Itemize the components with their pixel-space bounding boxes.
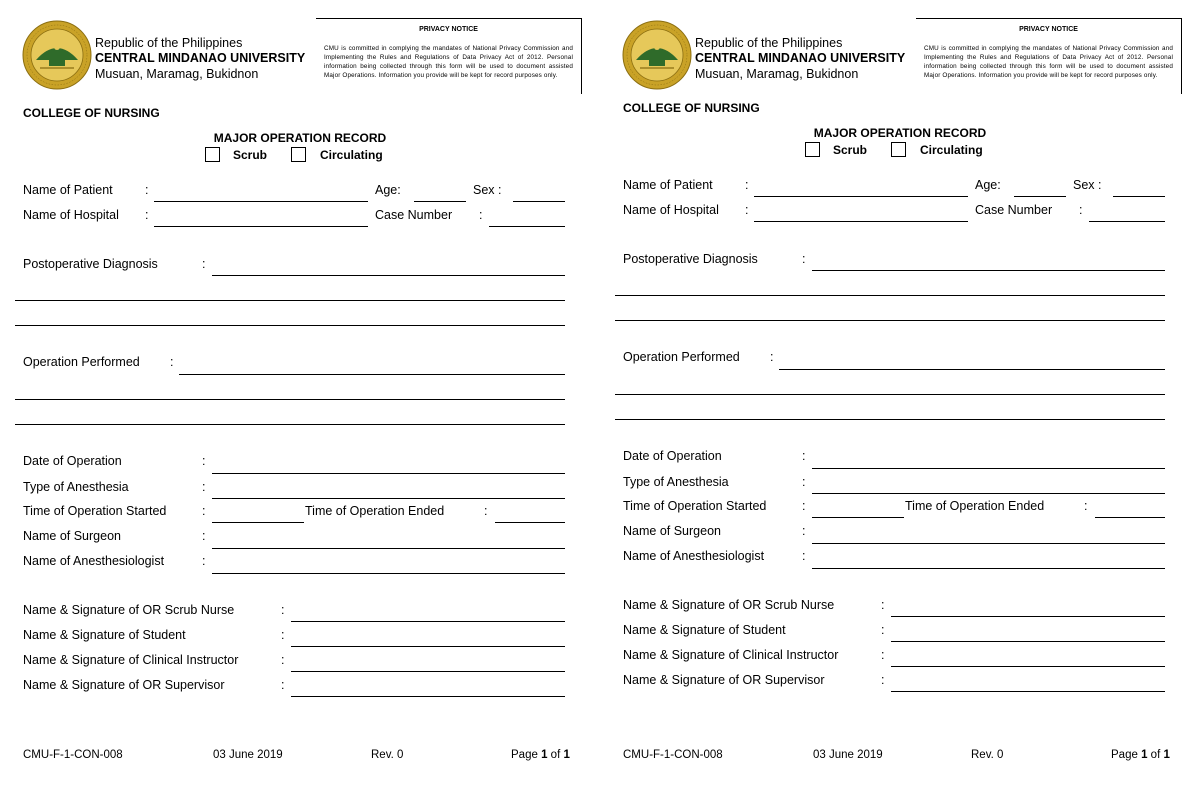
page-of: of — [550, 749, 561, 761]
hospital-name-field[interactable] — [754, 221, 968, 222]
page-current: 1 — [1141, 749, 1148, 761]
privacy-notice-box — [316, 18, 582, 94]
scrub-label: Scrub — [233, 148, 268, 162]
circulating-label: Circulating — [320, 148, 383, 162]
colon: : — [202, 480, 206, 494]
colon: : — [479, 208, 483, 222]
age-label: Age: — [375, 183, 401, 197]
scrub-checkbox[interactable] — [205, 147, 220, 162]
university-name: CENTRAL MINDANAO UNIVERSITY — [695, 51, 906, 65]
postop-diagnosis-field-line-2[interactable] — [15, 300, 565, 301]
colon: : — [281, 628, 285, 642]
sex-label: Sex : — [473, 183, 502, 197]
page-prefix: Page — [1111, 749, 1138, 761]
circulating-checkbox[interactable] — [891, 142, 906, 157]
circulating-checkbox[interactable] — [291, 147, 306, 162]
page-current: 1 — [541, 749, 548, 761]
time-ended-field[interactable] — [1095, 517, 1165, 518]
time-ended-label: Time of Operation Ended — [905, 499, 1045, 513]
hospital-label: Name of Hospital — [23, 208, 119, 222]
operation-performed-field-line-2[interactable] — [15, 399, 565, 400]
age-field[interactable] — [1014, 196, 1066, 197]
record-title: MAJOR OPERATION RECORD — [813, 126, 987, 140]
student-signature-label: Name & Signature of Student — [623, 623, 786, 637]
colon: : — [745, 178, 749, 192]
scrub-checkbox[interactable] — [805, 142, 820, 157]
case-number-label: Case Number — [975, 203, 1053, 217]
supervisor-signature-field[interactable] — [291, 696, 565, 697]
instructor-signature-field[interactable] — [891, 666, 1165, 667]
time-started-field[interactable] — [812, 517, 904, 518]
sex-field[interactable] — [513, 201, 565, 202]
republic-line: Republic of the Philippines — [695, 36, 843, 50]
scrub-nurse-signature-field[interactable] — [291, 621, 565, 622]
hospital-name-field[interactable] — [154, 226, 368, 227]
sex-field[interactable] — [1113, 196, 1165, 197]
university-seal-icon — [622, 20, 692, 90]
operation-performed-label: Operation Performed — [623, 350, 740, 364]
scrub-nurse-signature-field[interactable] — [891, 616, 1165, 617]
case-number-label: Case Number — [375, 208, 453, 222]
colon: : — [281, 678, 285, 692]
supervisor-signature-label: Name & Signature of OR Supervisor — [23, 678, 225, 692]
type-of-anesthesia-label: Type of Anesthesia — [23, 480, 129, 494]
college-name: COLLEGE OF NURSING — [23, 106, 160, 120]
anesthesiologist-label: Name of Anesthesiologist — [623, 549, 765, 563]
date-of-operation-label: Date of Operation — [623, 449, 722, 463]
page-prefix: Page — [511, 749, 538, 761]
operation-performed-field-line-3[interactable] — [15, 424, 565, 425]
type-of-anesthesia-label: Type of Anesthesia — [623, 475, 729, 489]
form-date: 03 June 2019 — [813, 749, 883, 761]
scrub-nurse-signature-label: Name & Signature of OR Scrub Nurse — [623, 598, 835, 612]
patient-label: Name of Patient — [23, 183, 113, 197]
form-revision: Rev. 0 — [971, 749, 1004, 761]
colon: : — [802, 475, 806, 489]
college-name: COLLEGE OF NURSING — [623, 101, 760, 115]
colon: : — [484, 504, 488, 518]
operation-performed-field[interactable] — [779, 369, 1165, 370]
form-revision: Rev. 0 — [371, 749, 404, 761]
age-field[interactable] — [414, 201, 466, 202]
colon: : — [745, 203, 749, 217]
university-seal-icon — [22, 20, 92, 90]
colon: : — [881, 648, 885, 662]
time-started-field[interactable] — [212, 522, 304, 523]
type-of-anesthesia-field[interactable] — [812, 493, 1165, 494]
colon: : — [202, 529, 206, 543]
page-number — [1111, 749, 1170, 761]
surgeon-field[interactable] — [212, 548, 565, 549]
surgeon-label: Name of Surgeon — [23, 529, 121, 543]
date-of-operation-field[interactable] — [212, 473, 565, 474]
form-copy-right — [600, 0, 1200, 785]
anesthesiologist-field[interactable] — [212, 573, 565, 574]
page-total: 1 — [563, 749, 570, 761]
time-ended-field[interactable] — [495, 522, 565, 523]
age-label: Age: — [975, 178, 1001, 192]
patient-name-field[interactable] — [754, 196, 968, 197]
operation-performed-label: Operation Performed — [23, 355, 140, 369]
anesthesiologist-field[interactable] — [812, 568, 1165, 569]
postop-diagnosis-field-line-3[interactable] — [15, 325, 565, 326]
student-signature-field[interactable] — [891, 641, 1165, 642]
date-of-operation-field[interactable] — [812, 468, 1165, 469]
colon: : — [202, 454, 206, 468]
scrub-nurse-signature-label: Name & Signature of OR Scrub Nurse — [23, 603, 235, 617]
colon: : — [770, 350, 774, 364]
circulating-label: Circulating — [920, 143, 983, 157]
colon: : — [202, 554, 206, 568]
form-code: CMU-F-1-CON-008 — [23, 749, 123, 761]
form-code: CMU-F-1-CON-008 — [623, 749, 723, 761]
colon: : — [1079, 203, 1083, 217]
scrub-label: Scrub — [833, 143, 868, 157]
university-name: CENTRAL MINDANAO UNIVERSITY — [95, 51, 306, 65]
operation-performed-field[interactable] — [179, 374, 565, 375]
colon: : — [281, 603, 285, 617]
time-ended-label: Time of Operation Ended — [305, 504, 445, 518]
colon: : — [802, 499, 806, 513]
patient-name-field[interactable] — [154, 201, 368, 202]
supervisor-signature-label: Name & Signature of OR Supervisor — [623, 673, 825, 687]
student-signature-label: Name & Signature of Student — [23, 628, 186, 642]
postop-diagnosis-label: Postoperative Diagnosis — [623, 252, 758, 266]
type-of-anesthesia-field[interactable] — [212, 498, 565, 499]
privacy-notice-title: PRIVACY NOTICE — [1019, 26, 1078, 33]
colon: : — [802, 524, 806, 538]
postop-diagnosis-field-line-3[interactable] — [615, 320, 1165, 321]
patient-label: Name of Patient — [623, 178, 713, 192]
page-of: of — [1150, 749, 1161, 761]
postop-diagnosis-field-line-2[interactable] — [615, 295, 1165, 296]
privacy-notice-title: PRIVACY NOTICE — [419, 26, 478, 33]
student-signature-field[interactable] — [291, 646, 565, 647]
instructor-signature-label: Name & Signature of Clinical Instructor — [623, 648, 839, 662]
colon: : — [881, 598, 885, 612]
postop-diagnosis-field[interactable] — [212, 275, 565, 276]
privacy-notice-text: CMU is committed in complying the mandates of National Privacy Commission and Implementing the Rules and Regulations of Data Privacy Act of 2012. Personal information being collected through this form will be used to document assisted Major Operations. Information you provide will be kept for record purposes only. — [324, 45, 573, 79]
instructor-signature-label: Name & Signature of Clinical Instructor — [23, 653, 239, 667]
time-started-label: Time of Operation Started — [623, 499, 767, 513]
privacy-notice-box — [916, 18, 1182, 94]
colon: : — [170, 355, 174, 369]
sex-label: Sex : — [1073, 178, 1102, 192]
record-title: MAJOR OPERATION RECORD — [213, 131, 387, 145]
colon: : — [802, 449, 806, 463]
time-started-label: Time of Operation Started — [23, 504, 167, 518]
colon: : — [1084, 499, 1088, 513]
surgeon-field[interactable] — [812, 543, 1165, 544]
operation-performed-field-line-2[interactable] — [615, 394, 1165, 395]
colon: : — [202, 257, 206, 271]
postop-diagnosis-label: Postoperative Diagnosis — [23, 257, 158, 271]
postop-diagnosis-field[interactable] — [812, 270, 1165, 271]
colon: : — [281, 653, 285, 667]
colon: : — [145, 208, 149, 222]
date-of-operation-label: Date of Operation — [23, 454, 122, 468]
page-total: 1 — [1163, 749, 1170, 761]
colon: : — [802, 252, 806, 266]
colon: : — [145, 183, 149, 197]
case-number-field[interactable] — [489, 226, 565, 227]
colon: : — [881, 623, 885, 637]
page-number — [511, 749, 570, 761]
surgeon-label: Name of Surgeon — [623, 524, 721, 538]
colon: : — [802, 549, 806, 563]
university-address: Musuan, Maramag, Bukidnon — [695, 67, 859, 81]
hospital-label: Name of Hospital — [623, 203, 719, 217]
anesthesiologist-label: Name of Anesthesiologist — [23, 554, 165, 568]
colon: : — [881, 673, 885, 687]
operation-performed-field-line-3[interactable] — [615, 419, 1165, 420]
supervisor-signature-field[interactable] — [891, 691, 1165, 692]
form-date: 03 June 2019 — [213, 749, 283, 761]
republic-line: Republic of the Philippines — [95, 36, 243, 50]
instructor-signature-field[interactable] — [291, 671, 565, 672]
privacy-notice-text: CMU is committed in complying the mandates of National Privacy Commission and Implementing the Rules and Regulations of Data Privacy Act of 2012. Personal information being collected through this form will be used to document assisted Major Operations. Information you provide will be kept for record purposes only. — [924, 45, 1173, 79]
case-number-field[interactable] — [1089, 221, 1165, 222]
colon: : — [202, 504, 206, 518]
university-address: Musuan, Maramag, Bukidnon — [95, 67, 259, 81]
